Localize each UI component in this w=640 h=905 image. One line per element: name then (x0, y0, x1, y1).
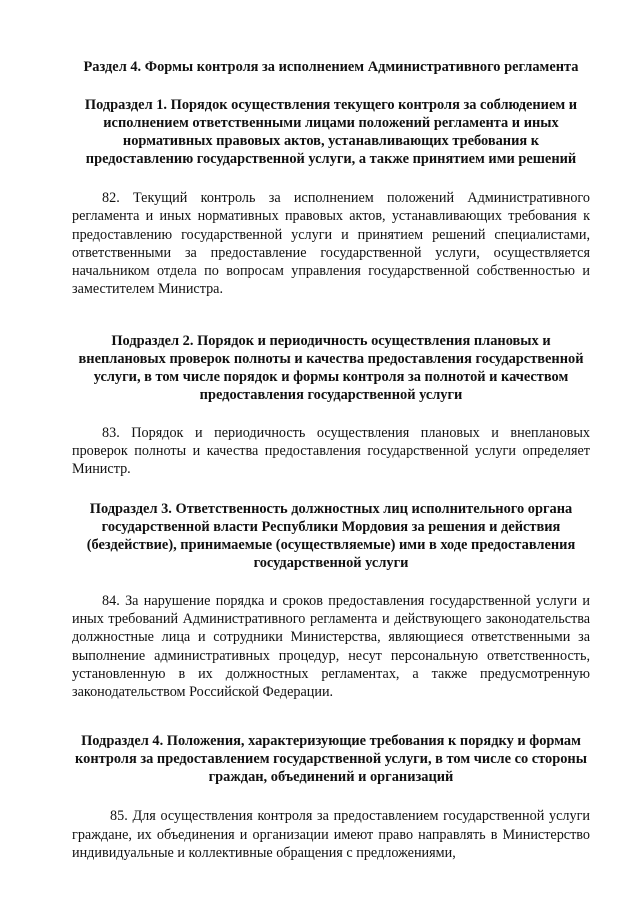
subsection-4-title: Подраздел 4. Положения, характеризующие требования к порядку и формам контроля за предоставлением государственной услуги, в том числе со стороны граждан, объединений и организаций (75, 733, 587, 786)
paragraph-82: 82. Текущий контроль за исполнением положений Административного регламента и иных нормативных правовых актов, устанавливающих требования к предоставлению государственной услуги и принятием решений специалистами, ответственными за предоставление государственной услуги, осуществляется начальником отдела по вопросам управления государственной собственностью и заместителем Министра. (72, 190, 590, 298)
paragraph-84: 84. За нарушение порядка и сроков предоставления государственной услуги и иных требований Административного регламента и действующего законодательства должностные лица и сотрудники Министерства, являющиеся ответственными за выполнение административных процедур, несут персональную ответственность, установленную в их должностных регламентах, а также предусмотренную законодательством Российской Федерации. (72, 592, 590, 701)
subsection-2-title: Подраздел 2. Порядок и периодичность осуществления плановых и внеплановых проверок полноты и качества предоставления государственной услуги, в том числе порядок и формы контроля за полнотой и качеством предоставления государственной услуги (78, 332, 584, 403)
subsection-3-title: Подраздел 3. Ответственность должностных лиц исполнительного органа государственной власти Республики Мордовия за решения и действия (бездействие), принимаемые (осуществляемые) ими в ходе предоставления государственной услуги (86, 500, 576, 571)
paragraph-85: 85. Для осуществления контроля за предоставлением государственной услуги граждане, их объединения и организации имеют право направлять в Министерство индивидуальные и коллективные обращения с предложениями, (72, 808, 590, 862)
section-title: Раздел 4. Формы контроля за исполнением Административного регламента (83, 59, 579, 75)
paragraph-83: 83. Порядок и периодичность осуществления плановых и внеплановых проверок полноты и качества предоставления государственной услуги определяет Министр. (72, 424, 590, 478)
subsection-1-title: Подраздел 1. Порядок осуществления текущего контроля за соблюдением и исполнением ответственными лицами положений регламента и иных нормативных правовых актов, устанавливающих требования к предоставлению государственной услуги, а также принятием ими решений (84, 97, 578, 167)
